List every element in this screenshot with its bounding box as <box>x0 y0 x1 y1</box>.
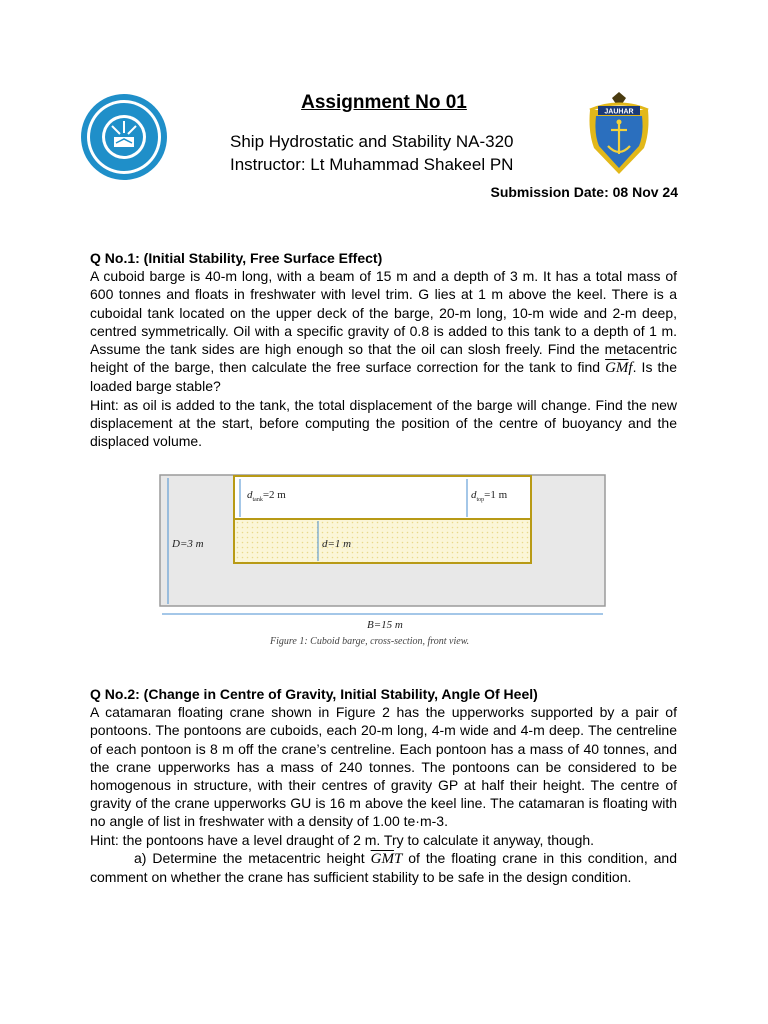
question-1 <box>90 249 677 450</box>
submission-date: Submission Date: 08 Nov 24 <box>490 184 678 200</box>
question-2-hint: Hint: the pontoons have a level draught of 2 m. Try to calculate it anyway, though. <box>90 831 595 848</box>
course-name: Ship Hydrostatic and Stability NA-320 <box>230 132 514 151</box>
question-1-hint: Hint: as oil is added to the tank, the total displacement of the barge will change. Find the new displacement at the start, before computing the position of the centre of buoyancy and the displaced volume. <box>90 396 677 450</box>
dtank-label: $d_{tank}=2$ m <box>247 489 286 503</box>
dtop-label: $d_{top}=1$ m <box>471 489 508 503</box>
question-1-text: A cuboid barge is 40-m long, with a beam of 15 m and a depth of 3 m. It has a total mass of 600 tonnes and floats in freshwater with level trim. G lies at 1 m above the keel. There is a cuboidal tank located on the upper deck of the barge, 20-m long, 10-m wide and 2-m deep, centred symmetrically. Oil with a specific gravity of 0.8 is added to this tank to a depth of 1 m. Assume the tank sides are high enough so that the oil can slosh freely. Find the metacentric height of the barge, then calculate the free surface correction for the tank to find <box>90 268 677 376</box>
instructor-name: Instructor: Lt Muhammad Shakeel PN <box>230 155 514 174</box>
question-2-body: A catamaran floating crane shown in Figure 2 has the upperworks supported by a pair of pontoons. The pontoons are cuboids, each 20-m long, 4-m wide and 4-m deep. The centreline of each pontoon is 8 m off the crane’s centreline. Each pontoon has a mass of 40 tonnes, and the crane upperworks has a mass of 240 tonnes. The pontoons can be considered to be homogenous in structure, with their centres of gravity GP at half their height. The centre of gravity of the crane upperworks GU is 16 m above the keel line. The catamaran is floating with no angle of list in freshwater with a density of 1.00 te·m-3. <box>90 704 677 830</box>
logo-text: JAUHAR <box>604 108 634 116</box>
part-a-text-end: of the floating crane in this condition, and comment on whether the crane has sufficient stability to be safe in the design condition. <box>90 849 678 886</box>
figure-1-caption: Figure 1: Cuboid barge, cross-section, front view. <box>270 636 470 647</box>
question-1-body <box>90 267 677 395</box>
tank-oil <box>234 519 531 563</box>
question-1-text-end: . Is the loaded barge stable? <box>90 359 677 395</box>
course-info <box>230 130 513 176</box>
D-label: D=3 m <box>172 538 204 550</box>
d-label: d=1 m <box>322 538 352 550</box>
B-label: B=15 m <box>367 619 403 631</box>
question-1-heading: Q No.1: (Initial Stability, Free Surface Effect) <box>90 250 383 266</box>
part-a-text: a) Determine the metacentric height <box>134 849 365 866</box>
question-2-part-a <box>90 849 677 886</box>
question-2-heading: Q No.2: (Change in Centre of Gravity, Initial Stability, Angle Of Heel) <box>90 686 538 702</box>
gm-symbol: $\overline{GM}f$ <box>605 360 633 377</box>
figure-1-barge-cross-section <box>155 470 610 650</box>
assignment-title: Assignment No 01 <box>301 92 467 113</box>
question-2 <box>90 685 677 886</box>
gm-symbol: $\overline{GM}T$ <box>370 850 403 867</box>
